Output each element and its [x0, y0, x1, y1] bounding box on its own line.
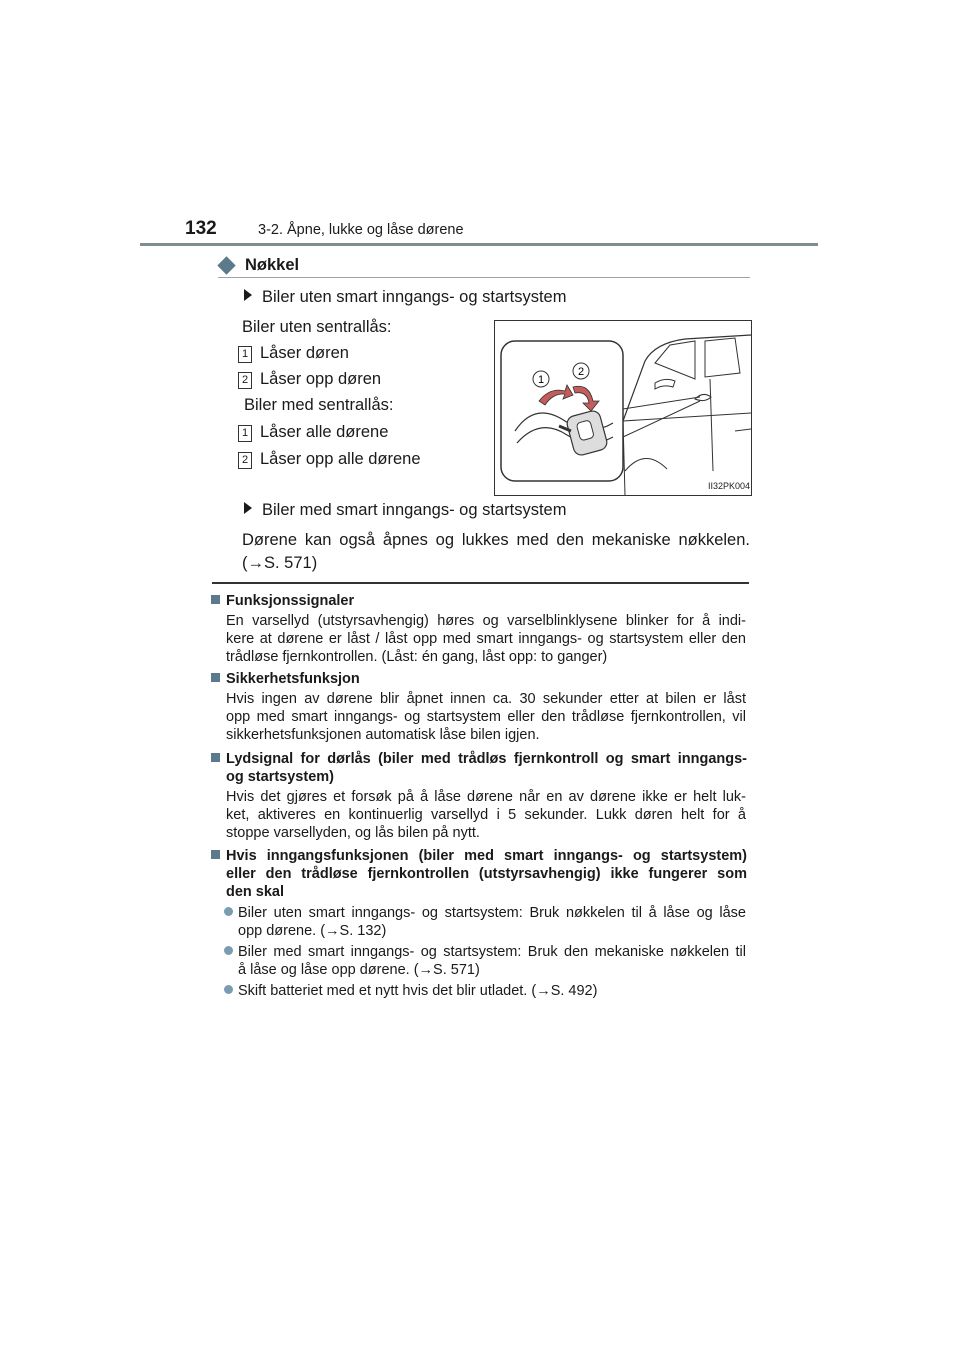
bullet-item	[224, 904, 746, 940]
note-heading-text: den skal	[226, 884, 285, 900]
bullet-icon	[224, 946, 233, 955]
callout-2: 2	[577, 366, 585, 378]
step-number-icon: 2	[238, 372, 252, 389]
subsection-without-smart	[244, 287, 566, 307]
list-item-text: Låser opp alle dørene	[260, 450, 421, 468]
bullet-text: å låse og låse opp dørene. (→S. 571)	[238, 962, 480, 978]
note-line: sikkerhetsfunksjonen automatisk låse bilen igjen.	[226, 727, 540, 743]
step-number-icon: 2	[238, 452, 252, 469]
note-body	[226, 788, 746, 842]
list-item	[238, 343, 349, 363]
bullet-icon	[224, 985, 233, 994]
heading-divider	[218, 277, 750, 278]
key-illustration	[494, 320, 752, 496]
note-heading	[211, 847, 747, 901]
diamond-icon	[217, 256, 235, 274]
square-bullet-icon	[211, 850, 220, 859]
note-heading-text: Hvis inngangsfunksjonen (biler med smart inngangs- og startsystem)	[226, 848, 747, 864]
car-door-key-drawing	[495, 321, 751, 495]
note-body	[226, 612, 746, 666]
key-heading-text: Nøkkel	[245, 256, 300, 274]
bullet-text: opp dørene. (→S. 132)	[238, 923, 387, 939]
note-heading-text: Lydsignal for dørlås (biler med trådløs fjernkontroll og smart inngangs-	[226, 751, 747, 767]
subsection-with-smart	[244, 500, 566, 520]
bullet-item	[224, 982, 746, 1000]
note-heading-text: Sikkerhetsfunksjon	[226, 671, 360, 687]
section-title: 3-2. Åpne, lukke og låse dørene	[258, 222, 464, 238]
subsection-title: Biler uten smart inngangs- og startsystem	[262, 288, 567, 306]
with-smart-text-line1: Dørene kan også åpnes og lukkes med den mekaniske nøkkelen.	[242, 531, 750, 549]
note-line: En varsellyd (utstyrsavhengig) høres og varselblinklysene blinker for å indi-	[226, 613, 746, 629]
note-line: Hvis ingen av dørene blir åpnet innen ca. 30 sekunder etter at bilen er låst	[226, 691, 746, 707]
bullet-text: Biler uten smart inngangs- og startsystem: Bruk nøkkelen til å låse og låse	[238, 905, 746, 921]
note-line: kere at dørene er låst / låst opp med smart inngangs- og startsystem eller den	[226, 631, 746, 647]
note-line: stoppe varsellyden, og lås bilen på nytt.	[226, 825, 480, 841]
note-line: Hvis det gjøres et forsøk på å låse dørene når en av dørene ikke er helt luk-	[226, 789, 746, 805]
list-item-text: Låser alle dørene	[260, 423, 389, 441]
header-divider	[140, 243, 818, 246]
subsection-title: Biler med smart inngangs- og startsystem	[262, 501, 567, 519]
no-central-lock-label: Biler uten sentrallås:	[242, 318, 392, 336]
page-number: 132	[185, 218, 217, 239]
note-line: opp med smart inngangs- og startsystem eller den trådløse fjernkontrollen, vil	[226, 709, 746, 725]
square-bullet-icon	[211, 595, 220, 604]
square-bullet-icon	[211, 753, 220, 762]
list-item-text: Låser opp døren	[260, 370, 382, 388]
triangle-bullet-icon	[244, 289, 252, 301]
note-heading-text: eller den trådløse fjernkontrollen (utstyrsavhengig) ikke fungerer som	[226, 866, 747, 882]
key-heading	[218, 256, 299, 275]
bullet-icon	[224, 907, 233, 916]
note-heading-text: og startsystem)	[226, 769, 334, 785]
list-item	[238, 449, 421, 469]
list-item	[238, 422, 388, 442]
step-number-icon: 1	[238, 346, 252, 363]
note-line: trådløse fjernkontrollen. (Låst: én gang, låst opp: to ganger)	[226, 649, 608, 665]
note-heading	[211, 750, 747, 786]
central-lock-label: Biler med sentrallås:	[244, 396, 394, 414]
with-smart-text-line2: (→S. 571)	[242, 554, 318, 572]
square-bullet-icon	[211, 673, 220, 682]
triangle-bullet-icon	[244, 502, 252, 514]
note-heading	[211, 670, 360, 688]
note-heading-text: Funksjonssignaler	[226, 593, 355, 609]
bullet-text: Biler med smart inngangs- og startsystem: Bruk den mekaniske nøkkelen til	[238, 944, 746, 960]
step-number-icon: 1	[238, 425, 252, 442]
note-line: ket, aktiveres en kontinuerlig varsellyd i 5 sekunder. Lukk døren helt for å	[226, 807, 746, 823]
notes-divider	[212, 582, 749, 584]
note-body	[226, 690, 746, 744]
list-item	[238, 369, 381, 389]
list-item-text: Låser døren	[260, 344, 349, 362]
illustration-code: II32PK004	[708, 481, 751, 491]
note-heading	[211, 592, 354, 610]
bullet-item	[224, 943, 746, 979]
bullet-text: Skift batteriet med et nytt hvis det blir utladet. (→S. 492)	[238, 983, 598, 999]
callout-1: 1	[537, 374, 545, 386]
